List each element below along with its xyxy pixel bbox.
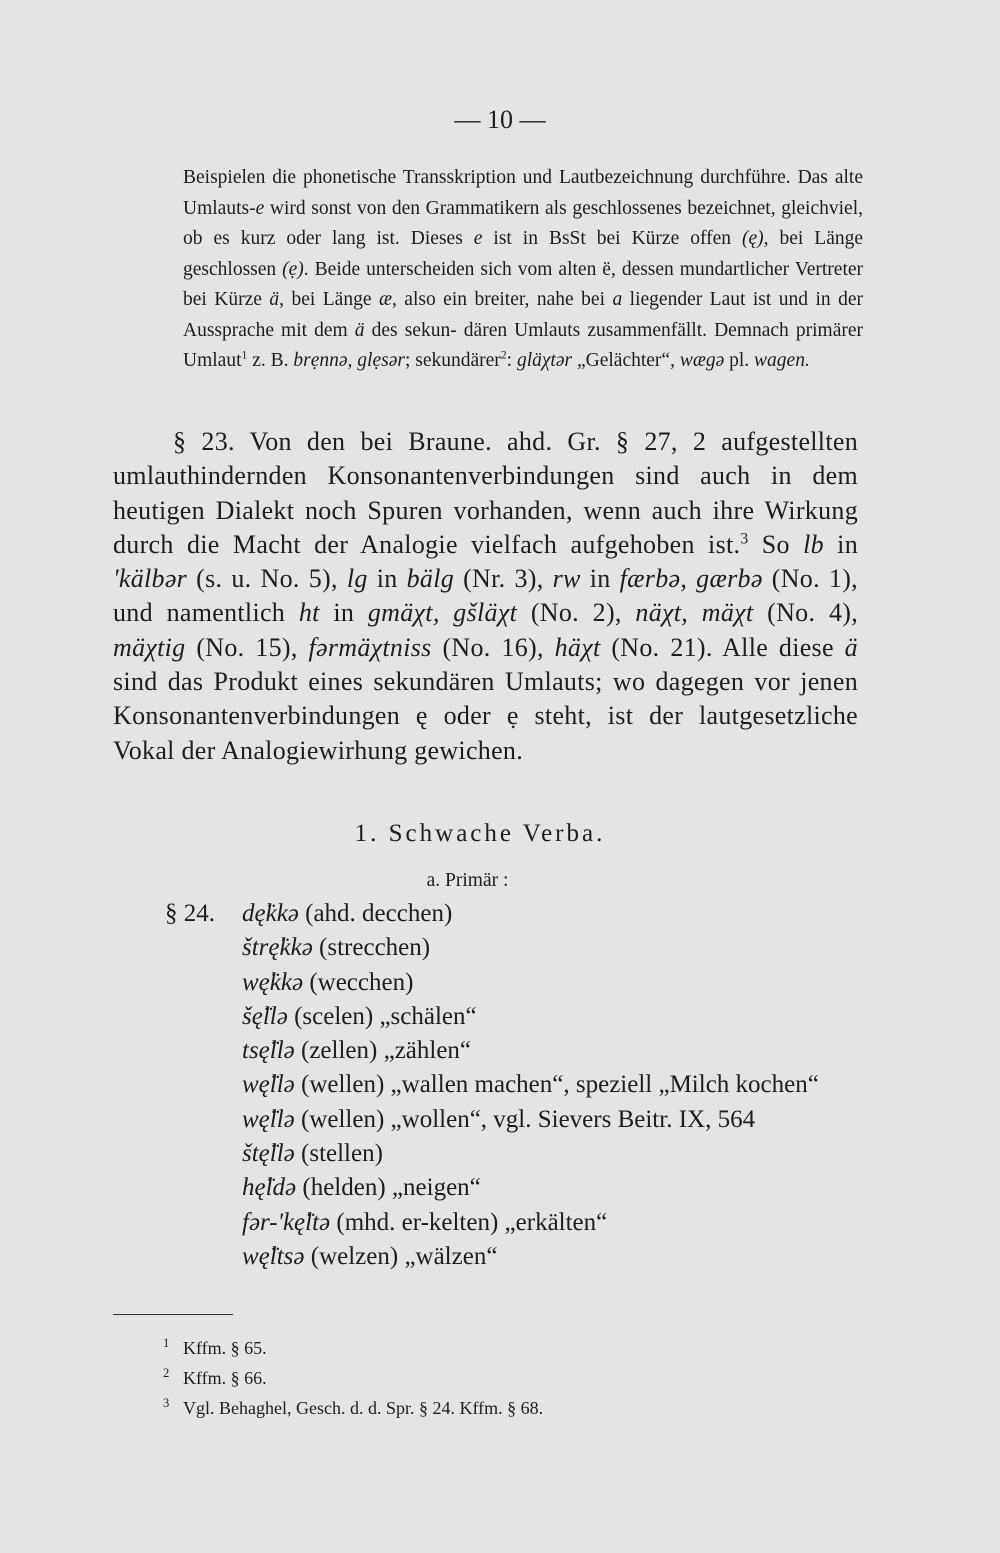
- section-23-paragraph: § 23. Von den bei Braune. ahd. Gr. § 27, 2 aufgestellten umlauthindernden Konsonantenverbindungen sind auch in dem heutigen Dialekt noch Spuren vorhanden, wenn auch ihre Wirkung durch die Macht der Analogie vielfach aufgehoben ist.$^3$ So lb in 'kälbər (s. u. No. 5), lg in bälg (Nr. 3), rw in færbə, gærbə (No. 1), und namentlich ht in gmäχt, gšläχt (No. 2), näχt, mäχt (No. 4), mäχtig (No. 15), fərmäχtniss (No. 16), häχt (No. 21). Alle diese ä sind das Produkt eines sekundären Umlauts; wo dagegen vor jenen Konsonantenverbindungen ę oder ẹ steht, ist der lautgesetzliche Vokal der Analogiewirhung gewichen.: [113, 427, 859, 765]
- list-item: štę̈llə (stellen): [242, 1140, 383, 1168]
- list-item: § 24. dę̈kkə (ahd. decchen): [165, 897, 865, 931]
- list-item: štrę̈kkə (strecchen): [242, 934, 431, 962]
- text-line: Beispielen die phonetische Transskription und Lautbezeichnung: [183, 167, 694, 188]
- list-item: fər-'kę̈ltə (mhd. er-kelten) „erkälten“: [242, 1208, 608, 1236]
- page-number: — 10 —: [454, 105, 546, 134]
- footnote-ref[interactable]: 1: [241, 348, 248, 362]
- footnotes: [163, 1333, 863, 1423]
- footnote-ref[interactable]: 2: [500, 348, 507, 362]
- list-item: wę̈llə (wellen) „wallen machen“, speziell „Milch kochen“: [242, 1071, 819, 1099]
- section-label: § 24.: [165, 900, 215, 927]
- list-item: hę̈ldə (helden) „neigen“: [242, 1174, 481, 1202]
- section-heading: 1. Schwache Verba.: [354, 820, 606, 847]
- list-item: tsę̈llə (zellen) „zählen“: [242, 1037, 472, 1065]
- footnote-ref[interactable]: 3: [740, 530, 749, 548]
- list-item: wę̈ltsə (welzen) „wälzen“: [242, 1242, 498, 1270]
- footnote: 3 Vgl. Behaghel, Gesch. d. d. Spr. § 24. Kffm. § 68.: [163, 1396, 544, 1418]
- list-item: šę̈llə (scelen) „schälen“: [242, 1002, 477, 1030]
- top-paragraph: Beispielen die phonetische Transskription und Lautbezeichnung durchführe. Das alte Umlauts-e wird sonst von den Grammatikern als geschlossenes bezeichnet, gleichviel, ob es kurz oder lang ist. Dieses e ist in BsSt bei Kürze offen (ę), bei Länge geschlossen (ẹ). Beide unterscheiden sich vom alten ë, dessen mundartlicher Vertreter bei Kürze ä, bei Länge æ, also ein breiter, nahe bei a liegender Laut ist und in der Aussprache mit dem ä des sekun- dären Umlauts zusammenfällt. Demnach primärer Umlaut$^1$ z. B. brẹnnə, glẹsər; sekundärer$^2$: gläχtər „Gelächter“, wægə pl. wagen.: [183, 167, 864, 371]
- list-item: wę̈llə (wellen) „wollen“, vgl. Sievers Beitr. IX, 564: [242, 1105, 756, 1133]
- footnote-divider: [113, 1314, 233, 1315]
- footnote: 2 Kffm. § 66.: [163, 1366, 267, 1388]
- subheading: a. Primär :: [426, 870, 509, 891]
- verb-list: [165, 897, 865, 1274]
- list-item: wę̈kkə (wecchen): [242, 968, 414, 996]
- footnote: 1 Kffm. § 65.: [163, 1336, 267, 1358]
